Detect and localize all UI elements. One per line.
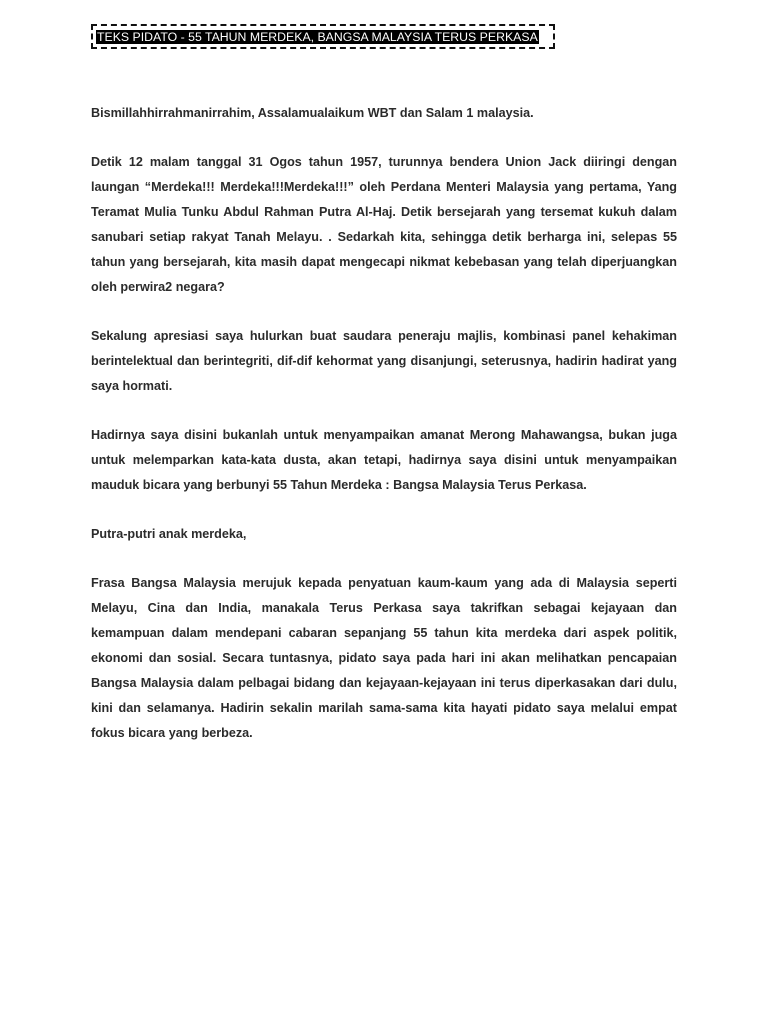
document-title-box <box>91 24 555 49</box>
paragraph-definition: Frasa Bangsa Malaysia merujuk kepada penyatuan kaum-kaum yang ada di Malaysia seperti Melayu, Cina dan India, manakala Terus Perkasa saya takrifkan sebagai kejayaan dan kemampuan dalam mendepani cabaran sepanjang 55 tahun kita merdeka dari aspek politik, ekonomi dan sosial. Secara tuntasnya, pidato saya pada hari ini akan melihatkan pencapaian Bangsa Malaysia dalam pelbagai bidang dan kejayaan-kejayaan ini terus diperkasakan dari dulu, kini dan selamanya. Hadirin sekalin marilah sama-sama kita hayati pidato saya melalui empat fokus bicara yang berbeza. <box>91 576 677 740</box>
paragraph-greeting: Bismillahhirrahmanirrahim, Assalamualaikum WBT dan Salam 1 malaysia. <box>91 106 534 120</box>
paragraph-history: Detik 12 malam tanggal 31 Ogos tahun 1957, turunnya bendera Union Jack diiringi dengan laungan “Merdeka!!! Merdeka!!!Merdeka!!!” oleh Perdana Menteri Malaysia yang pertama, Yang Teramat Mulia Tunku Abdul Rahman Putra Al-Haj. Detik bersejarah yang tersemat kukuh dalam sanubari setiap rakyat Tanah Melayu. . Sedarkah kita, sehingga detik berharga ini, selepas 55 tahun yang bersejarah, kita masih dapat mengecapi nikmat kebebasan yang telah diperjuangkan oleh perwira2 negara? <box>91 155 677 294</box>
paragraph-appreciation: Sekalung apresiasi saya hulurkan buat saudara peneraju majlis, kombinasi panel kehakiman berintelektual dan berintegriti, dif-dif kehormat yang disanjungi, seterusnya, hadirin hadirat yang saya hormati. <box>91 329 677 393</box>
document-body <box>91 101 677 770</box>
paragraph-address: Putra-putri anak merdeka, <box>91 527 247 541</box>
document-title: TEKS PIDATO - 55 TAHUN MERDEKA, BANGSA MALAYSIA TERUS PERKASA <box>97 30 538 44</box>
paragraph-purpose: Hadirnya saya disini bukanlah untuk menyampaikan amanat Merong Mahawangsa, bukan juga untuk melemparkan kata-kata dusta, akan tetapi, hadirnya saya disini untuk menyampaikan mauduk bicara yang berbunyi 55 Tahun Merdeka : Bangsa Malaysia Terus Perkasa. <box>91 428 677 492</box>
